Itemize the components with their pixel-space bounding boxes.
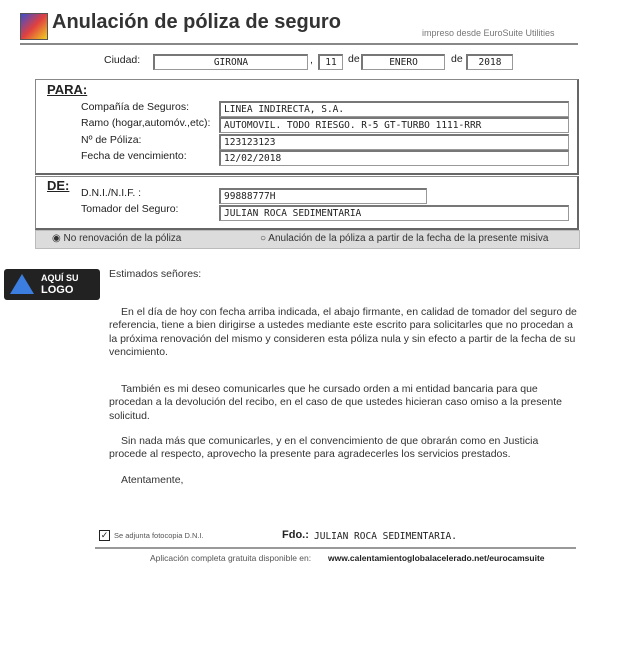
radio-label: Anulación de la póliza a partir de la fecha de la presente misiva — [268, 233, 549, 244]
logo-placeholder — [4, 269, 100, 300]
de-heading: DE: — [47, 178, 70, 193]
logo-text: LOGO — [41, 284, 74, 296]
footer-divider — [95, 547, 576, 549]
policy-field[interactable]: 123123123 — [219, 134, 569, 150]
attach-checkbox[interactable]: ✓ — [100, 530, 109, 540]
de-label: de — [451, 53, 463, 65]
closing: Atentamente, — [121, 474, 184, 486]
radio-cancel-now[interactable] — [260, 233, 548, 244]
sign-name: JULIAN ROCA SEDIMENTARIA. — [314, 531, 457, 542]
policy-label: Nº de Póliza: — [81, 134, 142, 146]
logo-text: AQUÍ SU — [41, 273, 79, 283]
para-heading: PARA: — [47, 82, 88, 97]
page-title: Anulación de póliza de seguro — [52, 11, 341, 33]
branch-label: Ramo (hogar,automóv.,etc): — [81, 117, 211, 129]
attach-label: Se adjunta fotocopia D.N.I. — [114, 531, 204, 540]
radio-no-renewal[interactable] — [52, 233, 181, 244]
comma: , — [310, 54, 313, 66]
dni-label: D.N.I./N.I.F. : — [81, 187, 142, 199]
holder-label: Tomador del Seguro: — [81, 203, 179, 215]
subtitle: impreso desde EuroSuite Utilities — [422, 28, 555, 38]
company-field[interactable]: LINEA INDIRECTA, S.A. — [219, 101, 569, 117]
expiry-label: Fecha de vencimiento: — [81, 150, 187, 162]
paragraph: En el día de hoy con fecha arriba indicada, el abajo firmante, en calidad de tomador del seguro de referencia, tiene a bien dirigirse a ustedes mediante este escrito para solicitarles que no procedan a la próxima renovación del mismo y consideren esta póliza nula y sin efecto a partir de la fecha de su vencimiento. — [109, 306, 577, 359]
sign-label: Fdo.: — [282, 529, 309, 541]
triangle-icon — [10, 274, 34, 294]
paragraph: Sin nada más que comunicarles, y en el convencimiento de que obrarán como en Justicia procede al respecto, aprovecho la presente para agradecerles los servicios prestados. — [109, 435, 539, 461]
day-field[interactable]: 11 — [318, 54, 343, 70]
year-field[interactable]: 2018 — [466, 54, 513, 70]
de-label: de — [348, 53, 360, 65]
city-field[interactable]: GIRONA — [153, 54, 308, 70]
expiry-field[interactable]: 12/02/2018 — [219, 150, 569, 166]
month-field[interactable]: ENERO — [361, 54, 445, 70]
radio-label: No renovación de la póliza — [63, 233, 182, 244]
divider — [20, 43, 578, 45]
paragraph: También es mi deseo comunicarles que he cursado orden a mi entidad bancaria para que procedan a la devolución del recibo, en el caso de que ustedes hicieran caso omiso a la presente solicitud. — [109, 383, 562, 422]
branch-field[interactable]: AUTOMOVIL. TODO RIESGO. R-5 GT-TURBO 1111-RRR — [219, 117, 569, 133]
greeting: Estimados señores: — [109, 268, 202, 280]
company-label: Compañía de Seguros: — [81, 101, 189, 113]
holder-field[interactable]: JULIAN ROCA SEDIMENTARIA — [219, 205, 569, 221]
footer-link[interactable]: www.calentamientoglobalacelerado.net/eurocamsuite — [328, 553, 545, 563]
footer-text: Aplicación completa gratuita disponible en: — [150, 553, 312, 563]
radio-selected-icon: ◉ — [52, 233, 61, 244]
app-logo-icon — [20, 13, 48, 40]
dni-field[interactable]: 99888777H — [219, 188, 427, 204]
city-label: Ciudad: — [104, 54, 141, 66]
radio-empty-icon: ○ — [260, 233, 267, 244]
